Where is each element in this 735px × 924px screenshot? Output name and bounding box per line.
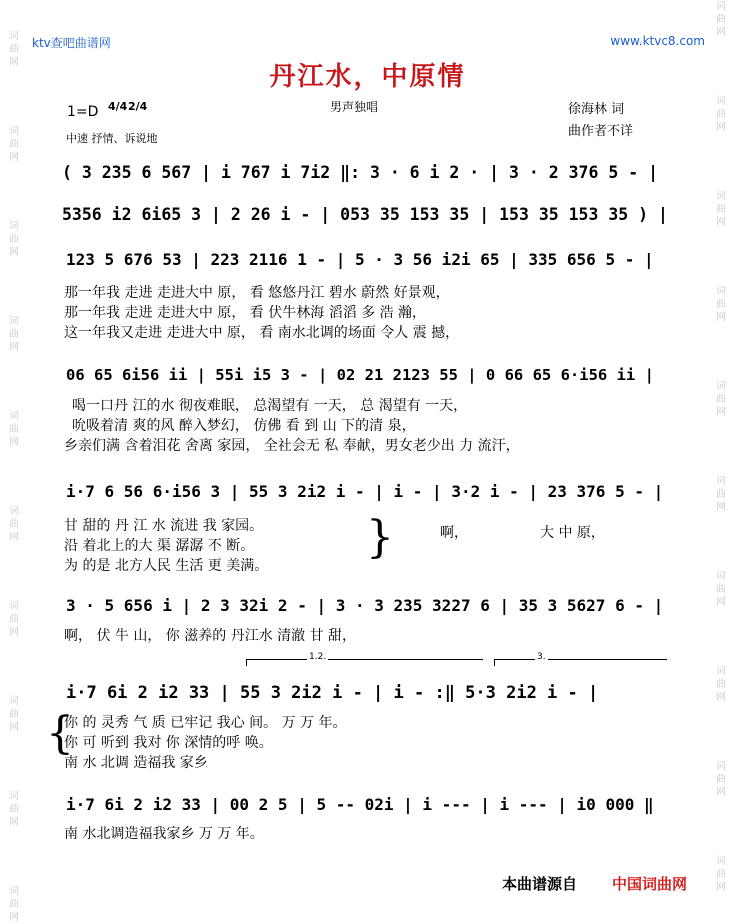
lyricist-credit: 徐海林 词 (568, 102, 625, 117)
score-row-4: 06 65 6i56 ii | 55i i5 3 - | 02 21 2123 55 | 0 66 65 6·i56 ii | (66, 366, 654, 384)
volta-bracket-1: 1.2. (246, 659, 483, 666)
composer-credit: 曲作者不详 (568, 124, 634, 139)
lyric-line: 吮吸着清 爽的风 醉入梦幻， 仿佛 看 到 山 下的清 泉， (72, 418, 416, 434)
lyric-line: 南 水北调造福我家乡 万 万 年。 (64, 826, 264, 842)
lyric-line: 你 的 灵秀 气 质 已牢记 我心 间。 万 万 年。 (64, 715, 347, 731)
key-signature: 1=D (67, 104, 99, 120)
score-row-6: 3 · 5 656 i | 2 3 32i 2 - | 3 · 3 235 3227 6 | 35 3 5627 6 - | (66, 596, 664, 615)
lyric-line: 沿 着北上的大 渠 潺潺 不 断。 (64, 538, 255, 554)
lyric-line: 乡亲们满 含着泪花 舍离 家园， 全社会无 私 奉献，男女老少出 力 流汗， (64, 438, 520, 454)
lyric-line: 那一年我 走进 走进大中 原， 看 悠悠丹江 碧水 蔚然 好景观， (64, 285, 450, 301)
left-watermark: 词曲网 词曲网 词曲网 词曲网 词曲网 词曲网 词曲网 词曲网 词曲网 词曲网 (9, 31, 19, 923)
verse-brace-left: { (46, 708, 74, 759)
lyric-line: 啊， 伏 牛 山， 你 滋养的 丹江水 清澈 甘 甜， (64, 628, 357, 644)
lyric-line: 你 可 听到 我对 你 深情的呼 唤。 (64, 735, 273, 751)
score-row-7: i·7 6i 2 i2 33 | 55 3 2i2 i - | i - :‖ 5·3 2i2 i - | (66, 683, 599, 703)
right-watermark: 词曲网 词曲网 词曲网 词曲网 词曲网 词曲网 词曲网 词曲网 词曲网 词曲网 (716, 1, 726, 893)
lyric-line: 为 的是 北方人民 生活 更 美满。 (64, 558, 269, 574)
score-row-5: i·7 6 56 6·i56 3 | 55 3 2i2 i - | i - | 3·2 i - | 23 376 5 - | (66, 482, 664, 501)
volta-bracket-2: 3. (494, 659, 667, 666)
lyric-line: 南 水 北调 造福我 家乡 (64, 755, 208, 771)
lyric-line: 甘 甜的 丹 江 水 流进 我 家园。 (64, 518, 264, 534)
site-link-left[interactable]: ktv查吧曲谱网 (32, 36, 111, 50)
lyric-line: 喝一口丹 江的水 彻夜难眠， 总渴望有 一天， 总 渴望有 一天， (72, 398, 468, 414)
site-link-right[interactable]: www.ktvc8.com (610, 34, 705, 48)
song-title: 丹江水，中原情 (269, 62, 466, 92)
subtitle: 男声独唱 (330, 100, 379, 114)
tempo-marking: 中速 抒情、诉说地 (66, 132, 158, 145)
score-row-2: 5356 i2 6i65 3 | 2 26 i - | 053 35 153 35 | 153 35 153 35 ) | (62, 205, 668, 224)
lyric-line: 那一年我 走进 走进大中 原， 看 伏牛林海 滔滔 多 浩 瀚， (64, 305, 427, 321)
lyric-side: 啊， (440, 525, 468, 541)
time-signature-2: 2/4 (128, 100, 148, 113)
lyric-side: 大 中 原， (540, 525, 605, 541)
lyric-line: 这一年我又走进 走进大中 原， 看 南水北调的场面 令人 震 撼， (64, 325, 460, 341)
verse-brace: } (366, 512, 394, 563)
time-signature-1: 4/4 (108, 100, 128, 113)
score-row-8: i·7 6i 2 i2 33 | 00 2 5 | 5 -- 02i | i --- | i --- | i0 000 ‖ (66, 795, 654, 814)
footer-source-label: 本曲谱源自 (502, 875, 578, 893)
score-row-1: ( 3 235 6 567 | i 767 i 7i2 ‖: 3 · 6 i 2 · | 3 · 2 376 5 - | (62, 163, 659, 182)
score-row-3: 123 5 676 53 | 223 2116 1 - | 5 · 3 56 i2i 65 | 335 656 5 - | (66, 250, 654, 269)
footer-site-link[interactable]: 中国词曲网 (612, 875, 688, 893)
